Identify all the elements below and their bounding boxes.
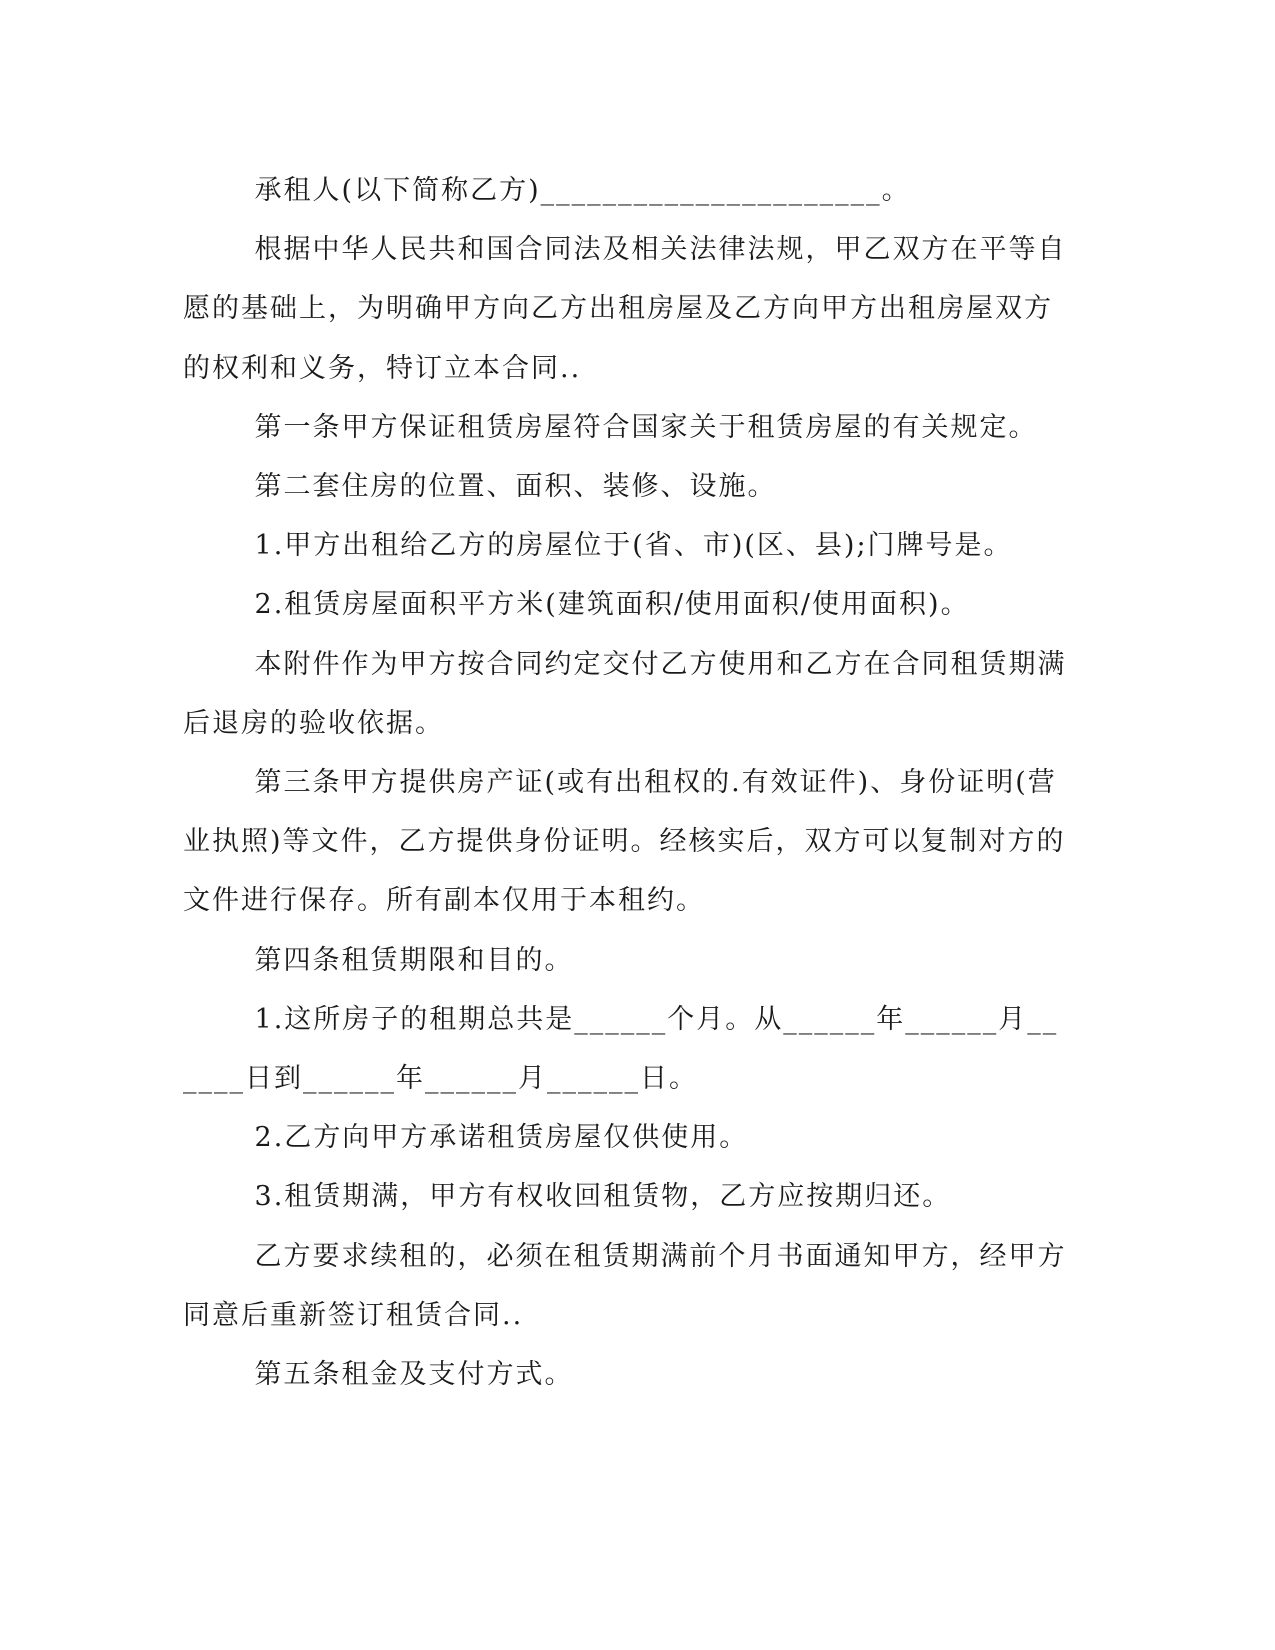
paragraph-article-2-item-1: 1.甲方出租给乙方的房屋位于(省、市)(区、县);门牌号是。 (254, 530, 1013, 562)
paragraph-article-5: 第五条租金及支付方式。 (254, 1359, 574, 1391)
paragraph-renewal: 乙方要求续租的，必须在租赁期满前个月书面通知甲方，经甲方同意后重新签订租赁合同.. (183, 1240, 1067, 1331)
paragraph-article-2-item-2: 2.租赁房屋面积平方米(建筑面积/使用面积/使用面积)。 (254, 589, 970, 621)
paragraph-lessee: 承租人(以下简称乙方)______________________。 (254, 175, 911, 206)
paragraph-article-3: 第三条甲方提供房产证(或有出租权的.有效证件)、身份证明(营业执照)等文件，乙方提供身份证明。经核实后，双方可以复制对方的文件进行保存。所有副本仅用于本租约。 (183, 767, 1066, 917)
paragraph-article-4-item-1: 1.这所房子的租期总共是______个月。从______年______月______日到______年______月______日。 (183, 1003, 1059, 1095)
paragraph-article-4: 第四条租赁期限和目的。 (254, 944, 574, 976)
paragraph-article-2: 第二套住房的位置、面积、装修、设施。 (254, 471, 777, 503)
paragraph-article-1: 第一条甲方保证租赁房屋符合国家关于租赁房屋的有关规定。 (254, 411, 1038, 443)
paragraph-annex-note: 本附件作为甲方按合同约定交付乙方使用和乙方在合同租赁期满后退房的验收依据。 (183, 648, 1067, 739)
paragraph-article-4-item-3: 3.租赁期满，甲方有权收回租赁物，乙方应按期归还。 (254, 1181, 952, 1213)
document-body (183, 161, 1068, 1404)
paragraph-article-4-item-2: 2.乙方向甲方承诺租赁房屋仅供使用。 (254, 1122, 749, 1154)
paragraph-preamble: 根据中华人民共和国合同法及相关法律法规，甲乙双方在平等自愿的基础上，为明确甲方向乙方出租房屋及乙方向甲方出租房屋双方的权利和义务，特订立本合同.. (183, 234, 1067, 384)
